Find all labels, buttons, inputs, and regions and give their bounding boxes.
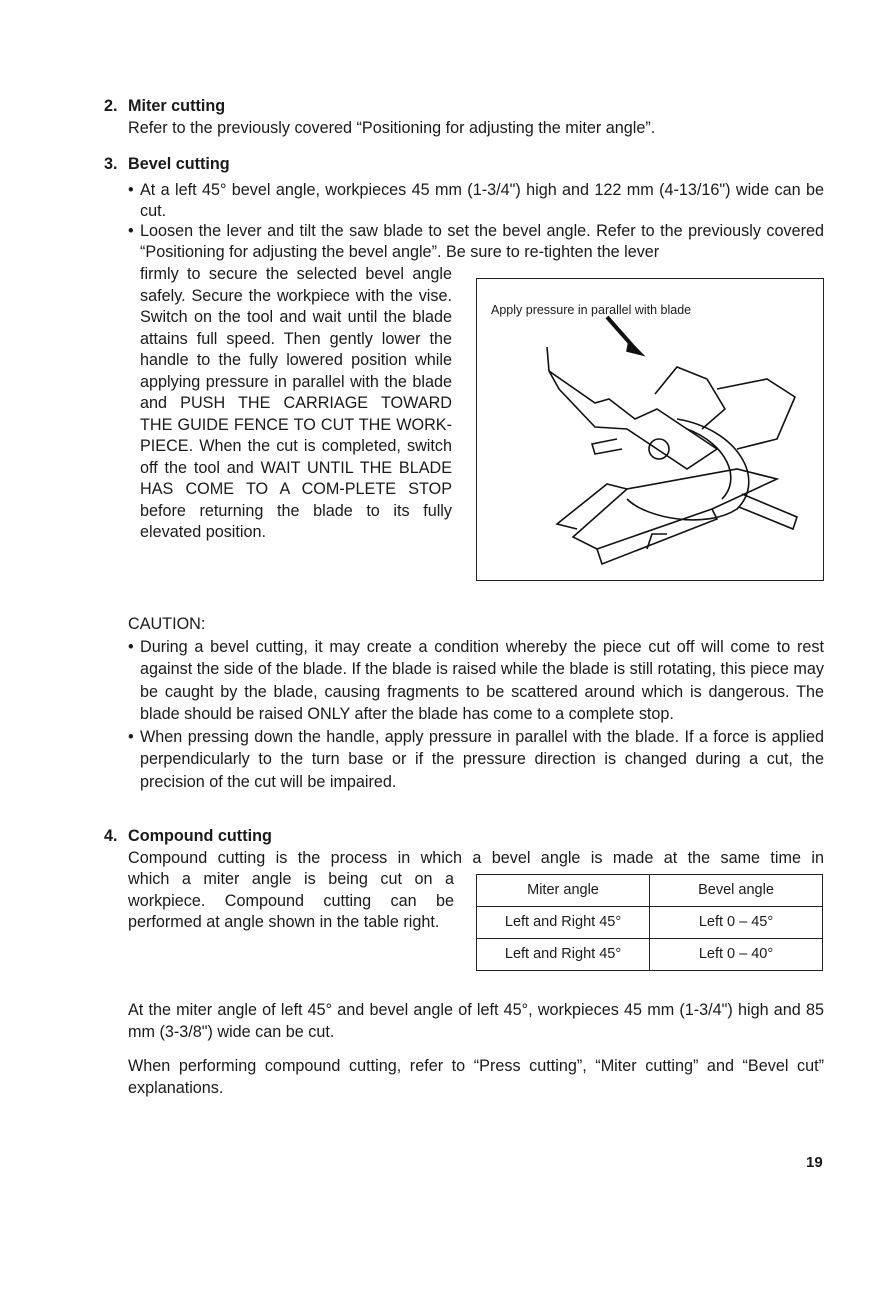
table-cell: Left 0 – 45° <box>650 907 823 939</box>
caution-block <box>128 614 824 793</box>
section-miter-cutting <box>104 96 824 139</box>
figure-bevel-cutting <box>476 278 824 581</box>
section-heading: Compound cutting <box>128 827 272 845</box>
section-number: 4. <box>104 827 118 845</box>
miter-saw-illustration <box>477 279 823 579</box>
paragraph: Refer to the previously covered “Positioning for adjusting the miter angle”. <box>128 118 656 137</box>
section-heading: Miter cutting <box>128 97 226 115</box>
section-compound-cutting <box>104 826 824 869</box>
section-heading: Bevel cutting <box>128 155 230 173</box>
angle-table <box>476 874 823 971</box>
bullet-item: • During a bevel cutting, it may create a condition whereby the piece cut off will come to rest against the side of the blade. If the blade is raised while the blade is still rotating, this piece may be caught by the blade, causing fragments to be scattered around which is dangerous. The blade should be raised ONLY after the blade has come to a complete stop. <box>128 636 824 726</box>
section-bevel-cutting <box>104 154 824 264</box>
section-number: 2. <box>104 97 118 115</box>
table-cell: Left and Right 45° <box>477 907 650 939</box>
table-row <box>477 907 823 939</box>
bullet-item: • Loosen the lever and tilt the saw blade to set the bevel angle. Refer to the previously covered “Positioning for adjusting the bevel angle”. Be sure to re-tighten the lever <box>128 221 824 264</box>
paragraph: At the miter angle of left 45° and bevel angle of left 45°, workpieces 45 mm (1-3/4") high and 85 mm (3-3/8") wide can be cut. <box>128 1001 824 1041</box>
section-number: 3. <box>104 155 118 173</box>
figure-caption: Apply pressure in parallel with blade <box>491 303 692 317</box>
paragraph: Compound cutting is the process in which a bevel angle is made at the same time in <box>128 848 824 867</box>
table-cell: Left and Right 45° <box>477 939 650 971</box>
page-number: 19 <box>806 1154 823 1171</box>
table-cell: Left 0 – 40° <box>650 939 823 971</box>
bullet-item: • When pressing down the handle, apply pressure in parallel with the blade. If a force is applied perpendicularly to the turn base or if the pressure direction is changed during a cut, the precision of the cut will be impaired. <box>128 726 824 794</box>
header-bevel-angle: Bevel angle <box>650 875 823 907</box>
caution-heading: CAUTION: <box>128 615 206 633</box>
paragraph-continuation: which a miter angle is being cut on a workpiece. Compound cutting can be performed at angle shown in the table right. <box>128 870 454 931</box>
bullet-item: • At a left 45° bevel angle, workpieces 45 mm (1-3/4") high and 122 mm (4-13/16") wide can be cut. <box>128 180 824 223</box>
paragraph: When performing compound cutting, refer to “Press cutting”, “Miter cutting” and “Bevel cut” explanations. <box>128 1057 824 1097</box>
header-miter-angle: Miter angle <box>477 875 650 907</box>
table-row <box>477 939 823 971</box>
bullet-continuation: firmly to secure the selected bevel angle safely. Secure the workpiece with the vise. Switch on the tool and wait until the blade attains full speed. Then gently lower the handle to the fully lowered position while applying pressure in parallel with the blade and PUSH THE CARRIAGE TOWARD THE GUIDE FENCE TO CUT THE WORK-PIECE. When the cut is completed, switch off the tool and WAIT UNTIL THE BLADE HAS COME TO A COM-PLETE STOP before returning the blade to its fully elevated position. <box>140 265 452 541</box>
table-header-row <box>477 875 823 907</box>
